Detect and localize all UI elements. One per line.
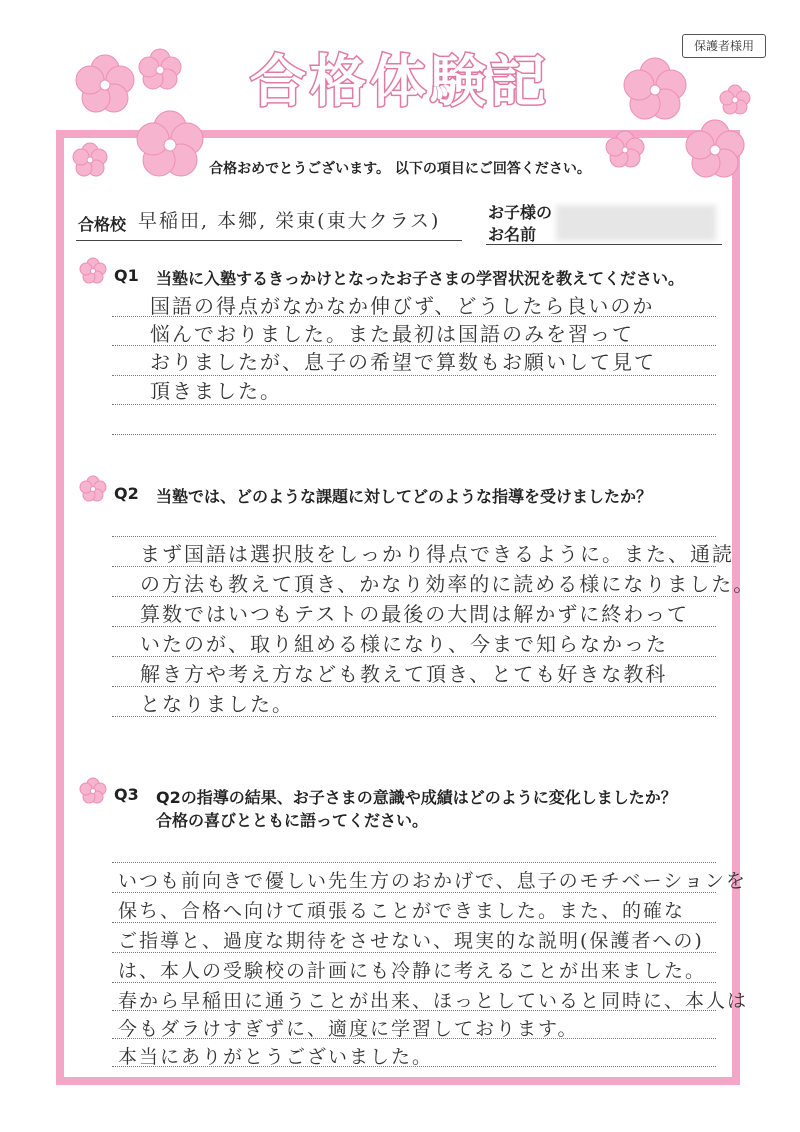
ruled-line bbox=[112, 892, 716, 893]
redacted-name bbox=[556, 205, 716, 241]
ruled-line bbox=[112, 1066, 716, 1067]
q2-answer-line-3: 算数ではいつもテストの最後の大問は解かずに終わって bbox=[140, 602, 689, 626]
school-label: 合格校 bbox=[78, 215, 127, 234]
q3-text: Q2の指導の結果、お子さまの意識や成績はどのように変化しましたか？ bbox=[156, 788, 677, 807]
page-title: 合格体験記 bbox=[250, 50, 550, 115]
q3-answer-line-5: 春から早稲田に通うことが出来、ほっとしていると同時に、本人は bbox=[118, 990, 749, 1012]
guardian-badge: 保護者様用 bbox=[682, 34, 766, 58]
q3-answer-line-7: 本当にありがとうございました。 bbox=[118, 1046, 434, 1068]
q3-answer-line-1: いつも前向きで優しい先生方のおかげで、息子のモチベーションを bbox=[118, 870, 747, 892]
q1-answer-line-1: 国語の得点がなかなか伸びず、どうしたら良いのか bbox=[150, 294, 655, 318]
name-underline bbox=[486, 244, 722, 245]
ruled-line bbox=[112, 626, 716, 627]
q3-answer-line-2: 保ち、合格へ向けて頑張ることができました。また、的確な bbox=[118, 900, 686, 922]
q1-answer-line-4: 頂きました。 bbox=[150, 379, 282, 403]
q3-answer-line-4: は、本人の受験校の計画にも冷静に考えることが出来ました。 bbox=[118, 960, 707, 982]
ruled-line bbox=[112, 952, 716, 953]
q3-text-line-2: 合格の喜びとともに語ってください。 bbox=[156, 811, 429, 830]
ruled-line bbox=[112, 1010, 716, 1011]
q2-answer-line-5: 解き方や考え方なども教えて頂き、とても好きな教科 bbox=[140, 662, 668, 686]
blossom-bullet-icon bbox=[78, 474, 108, 504]
blossom-bullet-icon bbox=[78, 776, 108, 806]
q2-answer-line-1: まず国語は選択肢をしっかり得点できるように。また、通読 bbox=[140, 542, 734, 566]
q3-answer-line-3: ご指導と、過度な期待をさせない、現実的な説明(保護者への) bbox=[118, 930, 704, 952]
q1-answer-line-3: おりましたが、息子の希望で算数もお願いして見て bbox=[150, 350, 656, 374]
ruled-line bbox=[112, 345, 716, 346]
child-name-label-1: お子様の bbox=[488, 203, 553, 222]
q2-answer-line-6: となりました。 bbox=[140, 692, 294, 716]
ruled-line bbox=[112, 862, 716, 863]
ruled-line bbox=[112, 686, 716, 687]
ruled-line bbox=[112, 982, 716, 983]
q3-answer-line-6: 今もダラけすぎずに、適度に学習しております。 bbox=[118, 1018, 579, 1040]
ruled-line bbox=[112, 596, 716, 597]
q1-text: 当塾に入塾するきっかけとなったお子さまの学習状況を教えてください。 bbox=[156, 269, 685, 288]
q1-number: Q1 bbox=[114, 266, 139, 285]
q2-answer-line-4: いたのが、取り組める様になり、今まで知らなかった bbox=[140, 632, 668, 656]
ruled-line bbox=[112, 536, 716, 537]
ruled-line bbox=[112, 656, 716, 657]
intro-text: 合格おめでとうございます。 以下の項目にご回答ください。 bbox=[209, 161, 591, 177]
ruled-line bbox=[112, 922, 716, 923]
child-name-label-2: お名前 bbox=[488, 225, 537, 244]
q2-number: Q2 bbox=[114, 484, 139, 503]
ruled-line bbox=[112, 375, 716, 376]
ruled-line bbox=[112, 1038, 716, 1039]
ruled-line bbox=[112, 716, 716, 717]
blossom-bullet-icon bbox=[78, 256, 108, 286]
ruled-line bbox=[112, 404, 716, 405]
q2-answer-line-2: の方法も教えて頂き、かなり効率的に読める様になりました。 bbox=[140, 572, 756, 596]
ruled-line bbox=[112, 316, 716, 317]
ruled-line bbox=[112, 566, 716, 567]
q1-answer-line-2: 悩んでおりました。また最初は国語のみを習って bbox=[150, 322, 634, 346]
q2-text: 当塾では、どのような課題に対してどのような指導を受けましたか？ bbox=[156, 487, 653, 506]
school-value: 早稲田, 本郷, 栄東(東大クラス) bbox=[138, 210, 441, 232]
school-underline bbox=[76, 240, 462, 241]
ruled-line bbox=[112, 434, 716, 435]
q3-number: Q3 bbox=[114, 785, 139, 804]
